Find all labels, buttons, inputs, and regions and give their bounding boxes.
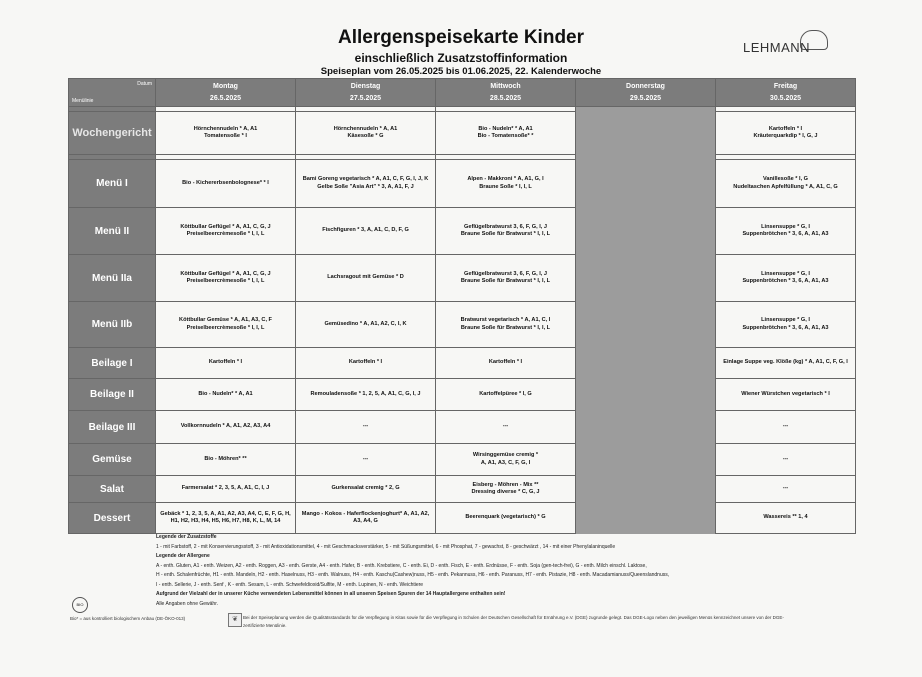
- row-label: Wochengericht: [69, 112, 156, 155]
- company-logo: [743, 40, 810, 55]
- menu-cell: Hörnchennudeln * A, A1 Käsesoße * G: [296, 112, 436, 155]
- menu-cell: Beerenquark (vegetarisch) * G: [436, 503, 576, 534]
- menu-cell: Kartoffeln * I: [156, 348, 296, 379]
- page-subtitle: einschließlich Zusatzstoffinformation: [354, 51, 568, 65]
- menu-cell: Remouladensoße * 1, 2, 5, A, A1, C, G, I, J: [296, 379, 436, 411]
- menu-cell: ---: [716, 476, 856, 503]
- row-label: Menü II: [69, 208, 156, 255]
- dge-note: Bei der Speiseplanung werden die Qualitätsstandards für die Verpflegung in Kitas sowie für die Verpflegung in Schulen der Deutschen Gesellschaft für Ernährung e.V. (DGE) zugrunde gelegt. Das DGE-Logo neben den jeweiligen Menüs kennzeichnet unsere von der DGE-zertifizierte Menülinie.: [243, 615, 784, 628]
- menu-cell: ---: [296, 411, 436, 444]
- table-row-beilage-1: [69, 348, 856, 379]
- bio-seal-icon: BIO: [72, 597, 88, 613]
- day-date: 29.5.2025: [629, 95, 662, 102]
- menu-cell: Einlage Suppe veg. Klöße (kg) * A, A1, C, F, G, I: [716, 348, 856, 379]
- corner-date-label: Datum: [137, 81, 152, 87]
- row-label: Menü IIb: [69, 302, 156, 348]
- header-corner: [69, 79, 156, 107]
- menu-cell: Geflügelbratwurst 3, 6, F, G, I, J Braune Soße für Bratwurst * I, I, L: [436, 208, 576, 255]
- menu-cell: Lachsragout mit Gemüse * D: [296, 255, 436, 302]
- menu-cell: Kartoffeln * I: [296, 348, 436, 379]
- menu-cell: Wassereis ** 1, 4: [716, 503, 856, 534]
- menu-cell: Vollkornnudeln * A, A1, A2, A3, A4: [156, 411, 296, 444]
- menu-cell: Köttbullar Gemüse * A, A1, A3, C, F Preiselbeercrèmesoße * I, I, L: [156, 302, 296, 348]
- menu-cell: ---: [436, 411, 576, 444]
- day-date: 27.5.2025: [349, 95, 382, 102]
- menu-cell: Vanillesoße * I, G Nudeltaschen Apfelfüllung * A, A1, C, G: [716, 160, 856, 208]
- menu-cell: ---: [716, 411, 856, 444]
- day-date: 28.5.2025: [489, 95, 522, 102]
- table-row-menu-2a: [69, 255, 856, 302]
- menu-cell: Hörnchennudeln * A, A1 Tomatensoße * I: [156, 112, 296, 155]
- menu-cell: Bio - Nudeln* * A, A1 Bio - Tomatensoße* *: [436, 112, 576, 155]
- menu-cell: Wiener Würstchen vegetarisch * I: [716, 379, 856, 411]
- menu-cell: Gemüsedino * A, A1, A2, C, I, K: [296, 302, 436, 348]
- menu-cell: Mango - Kokos - Haferflockenjoghurt* A, A1, A2, A3, A4, G: [296, 503, 436, 534]
- menu-cell: Fischfiguren * 3, A, A1, C, D, F, G: [296, 208, 436, 255]
- table-row-menu-2b: [69, 302, 856, 348]
- day-header: [576, 79, 716, 107]
- menu-cell: Linsensuppe * G, I Suppenbrötchen * 3, 6, A, A1, A3: [716, 255, 856, 302]
- menu-cell: Köttbullar Geflügel * A, A1, C, G, J Preiselbeercrèmesoße * I, I, L: [156, 255, 296, 302]
- menu-cell: Farmersalat * 2, 3, 5, A, A1, C, I, J: [156, 476, 296, 503]
- allergens-text: I - enth. Sellerie, J - enth. Senf , K - enth. Sesam, L - enth. Schwefeldioxid/Sulfite, M - enth. Lupinen, N - enth. Weichtiere: [156, 581, 424, 588]
- corner-line-label: Menülinie: [72, 97, 94, 104]
- menu-cell: Kartoffeln * I Kräuterquarkdip * I, G, J: [716, 112, 856, 155]
- allergens-text: H - enth. Schalenfrüchte, H1 - enth. Mandeln, H2 - enth. Haselnuss, H3 - enth. Walnuss, H4 - enth. Kaschu(Cashew)nuss, H5 - enth. Pekannuss, H6 - enth. Paranuss, H7 - enth. Pistazie, H8 - enth. Macadamianuss/Queenslandnuss,: [156, 572, 670, 578]
- menu-cell: Köttbullar Geflügel * A, A1, C, G, J Preiselbeercrèmesoße * I, I, L: [156, 208, 296, 255]
- day-date: 26.5.2025: [209, 95, 242, 102]
- page-title: Allergenspeisekarte Kinder: [337, 27, 585, 48]
- menu-cell: Gurkensalat cremig * 2, G: [296, 476, 436, 503]
- row-label: Beilage III: [69, 411, 156, 444]
- menu-cell: Linsensuppe * G, I Suppenbrötchen * 3, 6, A, A1, A3: [716, 302, 856, 348]
- table-row-dessert: [69, 503, 856, 534]
- legend: [156, 533, 816, 609]
- row-label: Menü IIa: [69, 255, 156, 302]
- bio-note: Bio* = aus kontrolliert biologischem Anbau (DE-ÖKO-013): [70, 616, 186, 621]
- menu-cell: Bio - Kichererbsenbolognese* * I: [156, 160, 296, 208]
- menu-cell: Gebäck * 1, 2, 3, 5, A, A1, A2, A3, A4, C, E, F, G, H, H1, H2, H3, H4, H5, H6, H7, H8, K, L, M, 14: [156, 503, 296, 534]
- menu-cell: Bami Goreng vegetarisch * A, A1, C, F, G, I, J, K Gelbe Soße "Asia Art" * 3, A, A1, F, J: [296, 160, 436, 208]
- plan-period: Speiseplan vom 26.05.2025 bis 01.06.2025, 22. Kalenderwoche: [320, 66, 602, 77]
- day-name: Donnerstag: [626, 82, 665, 90]
- day-header: [436, 79, 576, 107]
- menu-cell: Linsensuppe * G, I Suppenbrötchen * 3, 6, A, A1, A3: [716, 208, 856, 255]
- menu-cell: ---: [296, 444, 436, 476]
- day-header: [296, 79, 436, 107]
- allergens-title: Legende der Allergene: [156, 553, 210, 559]
- row-label: Beilage II: [69, 379, 156, 411]
- day-header: [156, 79, 296, 107]
- row-label: Dessert: [69, 503, 156, 534]
- table-row-gemuese: [69, 444, 856, 476]
- table-row-menu-1: [69, 160, 856, 208]
- row-label: Menü I: [69, 160, 156, 208]
- menu-cell: Bio - Nudeln* * A, A1: [156, 379, 296, 411]
- dge-logo-icon: ❦: [228, 613, 242, 627]
- table-row-wochengericht: [69, 112, 856, 155]
- row-label: Salat: [69, 476, 156, 503]
- day-name: Dienstag: [350, 82, 381, 90]
- day-name: Montag: [213, 82, 238, 90]
- row-label: Beilage I: [69, 348, 156, 379]
- allergens-text: A - enth. Gluten, A1 - enth. Weizen, A2 - enth. Roggen, A3 - enth. Gerste, A4 - enth. Hafer, B - enth. Krebstiere, C - enth. Ei, D - enth. Fisch, E - enth. Erdnüsse, F - enth. Soja (gen-tech-frei), G - enth. Milch einschl. Laktose,: [156, 562, 647, 569]
- table-row-beilage-2: [69, 379, 856, 411]
- allergen-warning: Aufgrund der Vielzahl der in unserer Küche verwendeten Lebensmittel können in all unseren Speisen Spuren der 14 Hauptallergene enthalten sein!: [156, 591, 506, 597]
- day-date: 30.5.2025: [769, 95, 802, 102]
- additives-title: Legende der Zusatzstoffe: [156, 534, 217, 540]
- row-label: Gemüse: [69, 444, 156, 476]
- menu-cell: Wirsinggemüse cremig * A, A1, A3, C, F, G, I: [436, 444, 576, 476]
- menu-cell: Kartoffelpüree * I, G: [436, 379, 576, 411]
- table-row-beilage-3: [69, 411, 856, 444]
- menu-cell: Kartoffeln * I: [436, 348, 576, 379]
- menu-cell: Bio - Möhren* **: [156, 444, 296, 476]
- disclaimer: Alle Angaben ohne Gewähr.: [156, 600, 218, 607]
- menu-cell: Bratwurst vegetarisch * A, A1, C, I Braune Soße für Bratwurst * I, I, L: [436, 302, 576, 348]
- table-header-row: [69, 79, 856, 107]
- day-name: Mittwoch: [490, 82, 521, 90]
- day-name: Freitag: [773, 82, 798, 90]
- closed-day-column: [576, 112, 716, 534]
- additives-text: 1 - mit Farbstoff, 2 - mit Konservierungsstoff, 3 - mit Antioxidationsmittel, 4 - mit Geschmacksverstärker, 5 - mit Süßungsmittel, 6 - mit Phosphat, 7 - gewachst, 8 - geschwärzt , 14 - mit einer Phenylalaninquelle: [156, 543, 616, 550]
- menu-cell: Alpen - Makkroni * A, A1, G, I Braune Soße * I, I, L: [436, 160, 576, 208]
- menu-cell: Eisberg - Möhren - Mix ** Dressing diverse * C, G, J: [436, 476, 576, 503]
- menu-cell: ---: [716, 444, 856, 476]
- day-header: [716, 79, 856, 107]
- menu-table: [68, 78, 856, 534]
- table-row-menu-2: [69, 208, 856, 255]
- menu-cell: Geflügelbratwurst 3, 6, F, G, I, J Braune Soße für Bratwurst * I, I, L: [436, 255, 576, 302]
- table-row-salat: [69, 476, 856, 503]
- logo-text: LEHMANN: [743, 40, 811, 55]
